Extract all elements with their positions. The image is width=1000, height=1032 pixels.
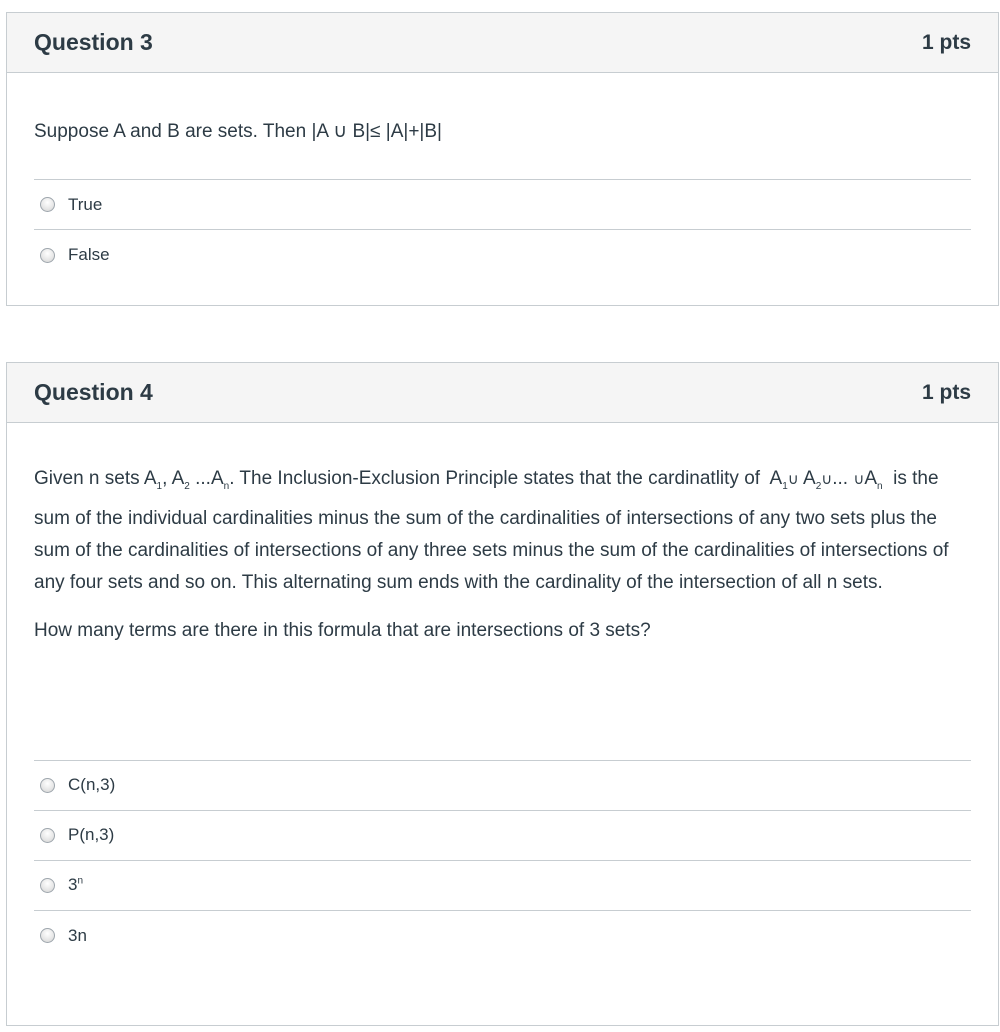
- question-header: [7, 363, 998, 423]
- question-3: [6, 12, 999, 306]
- question-title: Question 3: [34, 29, 153, 55]
- answer-option-c-n-3[interactable]: [34, 761, 971, 811]
- question-prompt: How many terms are there in this formula that are intersections of 3 sets?: [34, 619, 651, 641]
- answer-option-3n[interactable]: [34, 911, 971, 961]
- paragraph-intro: Given n sets A: [34, 468, 157, 489]
- radio-button[interactable]: [40, 878, 55, 893]
- radio-button[interactable]: [40, 197, 55, 212]
- question-text: [34, 423, 971, 647]
- answer-label: 3n: [68, 925, 87, 945]
- answer-option-true[interactable]: [34, 180, 971, 230]
- answer-list: [34, 760, 971, 961]
- radio-button[interactable]: [40, 248, 55, 263]
- paragraph-rest: is the sum of the individual cardinalities minus the sum of the cardinalities of intersections of any two sets plus the sum of the cardinalities of intersections of any three sets minus the sum of the cardinalities of intersections of any four sets and so on. This alternating sum ends with the cardinality of the intersection of all n sets.: [34, 468, 949, 593]
- radio-button[interactable]: [40, 928, 55, 943]
- radio-button[interactable]: [40, 828, 55, 843]
- question-body: [7, 73, 998, 280]
- question-points: 1 pts: [921, 380, 971, 404]
- answer-label: True: [68, 194, 103, 214]
- question-header: [7, 13, 998, 73]
- question-points: 1 pts: [921, 30, 971, 54]
- question-text: Suppose A and B are sets. Then |A ∪ B|≤ |A|+|B|: [34, 121, 442, 142]
- answer-label: P(n,3): [68, 825, 115, 845]
- question-paragraph: Given n sets $A_1$, $A_2$ $...A_n$. The Inclusion-Exclusion Principle states that the cardinatlity of $A_1\cup$ $A_2\cup$... $\cup A_n$ is the sum of the individual cardinalities minus the sum of the cardinalities of intersections of any two sets plus the sum of the cardinalities of intersections of any three sets minus the sum of the cardinalities of intersections of any four sets and so on. This alternating sum ends with the cardinality of the intersection of all n sets.: [34, 468, 949, 593]
- answer-label: 3$^n$: [68, 875, 84, 895]
- answer-label: C(n,3): [68, 775, 116, 795]
- answer-option-p-n-3[interactable]: [34, 811, 971, 861]
- answer-label: False: [68, 245, 110, 264]
- answer-option-3-pow-n[interactable]: [34, 861, 971, 911]
- question-4: [6, 362, 999, 1026]
- answer-list: [34, 179, 971, 280]
- radio-button[interactable]: [40, 778, 55, 793]
- question-title: Question 4: [34, 379, 153, 405]
- answer-option-false[interactable]: [34, 230, 971, 280]
- question-body: [7, 423, 998, 961]
